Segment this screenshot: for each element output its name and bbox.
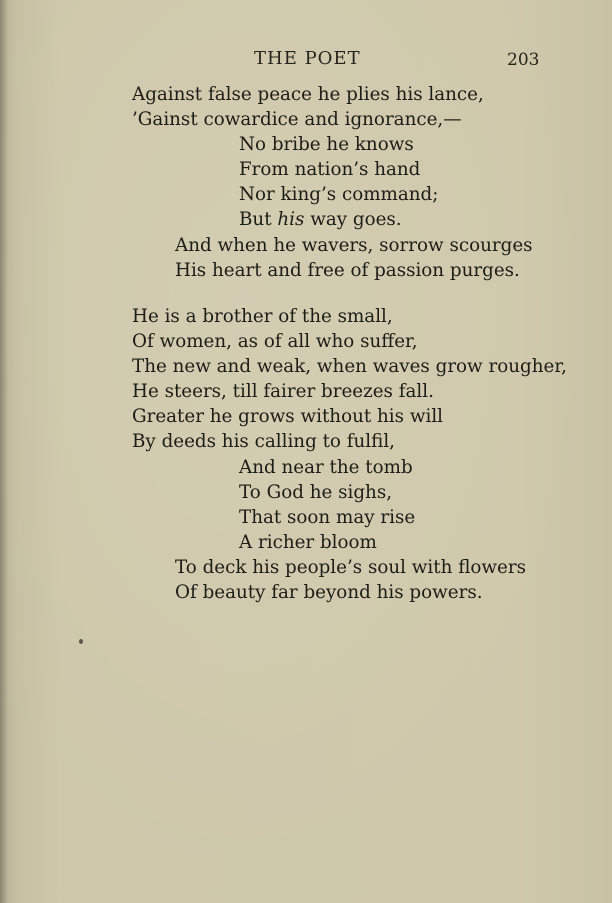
poem-line: The new and weak, when waves grow rougher, — [132, 356, 567, 378]
poem-line: To deck his people’s soul with flowers — [175, 556, 526, 578]
poem-line: Against false peace he plies his lance, — [132, 84, 484, 105]
poem-line: Of women, as of all who suffer, — [132, 331, 418, 353]
poem-line: Nor king’s command; — [239, 184, 439, 206]
running-head: THE POET — [254, 48, 361, 69]
poem-line-end: way goes. — [304, 209, 402, 231]
poem-line: And when he wavers, sorrow scourges — [175, 234, 533, 256]
poem-line: He steers, till fairer breezes fall. — [132, 381, 434, 403]
poem-line: From nation’s hand — [239, 159, 421, 181]
page-number: 203 — [507, 50, 540, 70]
ink-speck — [79, 639, 83, 644]
poem-line: ’Gainst cowardice and ignorance,— — [132, 109, 462, 131]
poem-line: A richer bloom — [239, 531, 377, 553]
poem-line: He is a brother of the small, — [132, 306, 393, 327]
poem-line: Greater he grows without his will — [132, 406, 444, 428]
stanza-1 — [132, 82, 533, 283]
italic-word: his — [277, 209, 305, 231]
poem-line: His heart and free of passion purges. — [175, 259, 520, 281]
poem-line: No bribe he knows — [239, 134, 414, 156]
spine-shadow — [0, 0, 8, 903]
stanza-2 — [132, 304, 567, 605]
poem-line: Of beauty far beyond his powers. — [175, 582, 483, 604]
poem-line: By deeds his calling to fulfil, — [132, 431, 395, 453]
poem-line — [132, 207, 533, 232]
poem-line: To God he sighs, — [239, 481, 393, 503]
poem-line: That soon may rise — [239, 506, 416, 528]
poem-line-start: But — [239, 209, 278, 231]
poem-line: And near the tomb — [239, 456, 413, 478]
